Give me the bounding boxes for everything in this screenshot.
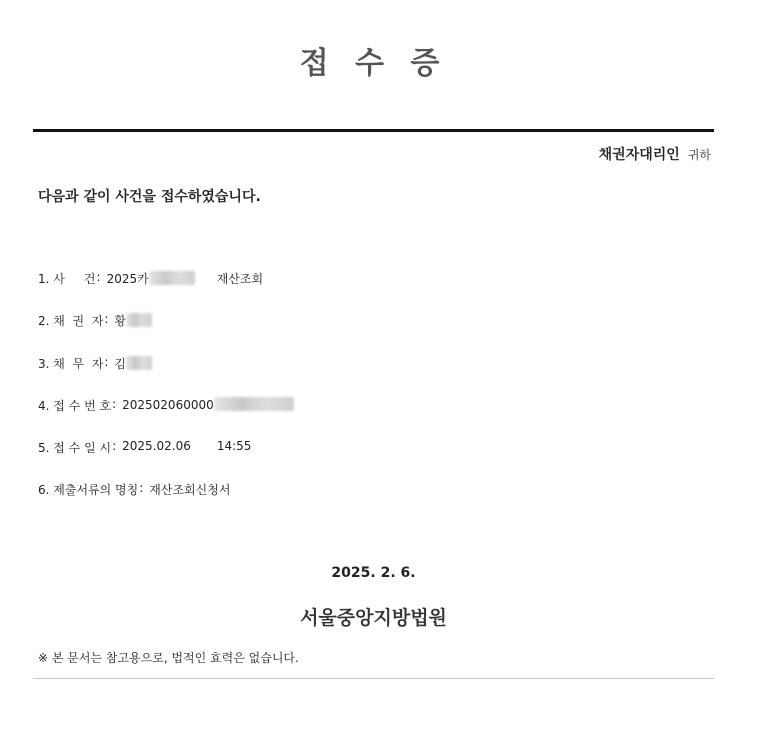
issue-date: 2025. 2. 6. <box>331 565 416 581</box>
field-receipt-number: 4. 접 수 번 호 : 202502060000 <box>38 397 294 439</box>
case-number-prefix: 2025카 <box>106 272 149 286</box>
addressee-honorific: 귀하 <box>687 148 711 162</box>
field-creditor: 2. 채 권 자 : 황 <box>38 312 294 354</box>
field-label: 5. 접 수 일 시 <box>38 441 112 456</box>
document-title: 접 수 증 <box>299 46 448 81</box>
footer-divider <box>33 678 714 679</box>
redacted-block <box>126 356 152 370</box>
receipt-date: 2025.02.06 <box>122 439 191 454</box>
disclaimer-notice: ※ 본 문서는 참고용으로, 법적인 효력은 없습니다. <box>38 651 299 665</box>
intro-statement: 다음과 같이 사건을 접수하였습니다. <box>38 189 261 205</box>
field-value <box>122 397 294 412</box>
field-label: 2. 채 권 자 <box>38 314 104 329</box>
creditor-name: 황 <box>114 314 126 329</box>
field-label: 1. 사 건 <box>38 272 96 286</box>
debtor-name: 김 <box>114 356 126 371</box>
field-label: 3. 채 무 자 <box>38 356 104 371</box>
receipt-fields <box>38 270 294 524</box>
field-value <box>122 439 251 453</box>
addressee-name: 채권자대리인 <box>598 147 680 163</box>
field-value <box>114 355 152 372</box>
field-debtor: 3. 채 무 자 : 김 <box>38 355 294 397</box>
field-document-name: 6. 제출서류의 명칭 : 재산조회신청서 <box>38 481 231 498</box>
receipt-time: 14:55 <box>216 439 252 454</box>
field-label: 6. 제출서류의 명칭 <box>38 483 139 498</box>
case-name: 재산조회 <box>216 272 264 286</box>
court-name: 서울중앙지방법원 <box>300 607 447 629</box>
field-receipt-datetime: 5. 접 수 일 시 : 2025.02.06 14:55 <box>38 439 252 456</box>
header-divider <box>33 129 714 132</box>
redacted-block <box>126 313 152 327</box>
field-value <box>114 312 152 329</box>
receipt-number: 202502060000 <box>122 397 214 412</box>
field-value: 재산조회신청서 <box>149 483 231 498</box>
field-label: 4. 접 수 번 호 <box>38 398 112 413</box>
addressee <box>599 144 711 164</box>
field-case: 1. 사 건 : 2025카 재산조회 <box>38 270 264 286</box>
field-value <box>107 270 264 287</box>
redacted-block <box>149 271 195 285</box>
redacted-block <box>214 397 294 411</box>
